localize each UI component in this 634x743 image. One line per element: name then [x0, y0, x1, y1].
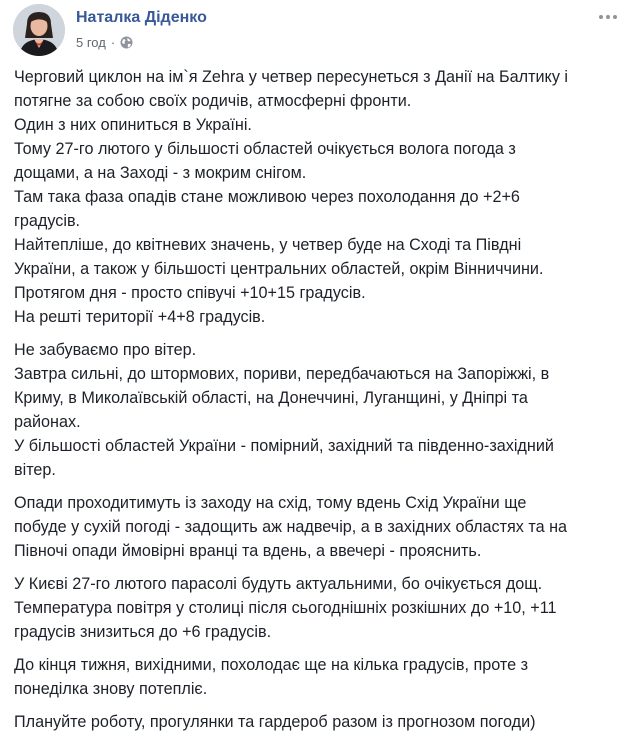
author-name-link[interactable]: Наталка Діденко	[76, 9, 207, 26]
post-text-line: Там така фаза опадів стане можливою через похолодання до +2+6	[14, 188, 520, 206]
post-text-line: градусів знизиться до +6 градусів.	[14, 623, 272, 641]
avatar-image	[13, 4, 65, 56]
post-paragraph	[14, 572, 614, 644]
post-text-line: Тому 27-го лютого у більшості областей очікується волога погода з	[14, 140, 516, 158]
post-text-line: У Києві 27-го лютого парасолі будуть актуальними, бо очікується дощ.	[14, 575, 543, 593]
post-paragraph	[14, 710, 614, 734]
post-text-line: понеділка знову потепліє.	[14, 680, 208, 698]
post-text-line: Найтепліше, до квітневих значень, у четвер буде на Сході та Півдні	[14, 236, 522, 254]
post-text-line: градусів.	[14, 212, 81, 230]
avatar[interactable]	[13, 4, 65, 56]
post-text-line: України, а також у більшості центральних областей, окрім Вінниччини.	[14, 260, 544, 278]
post-text-line: Протягом дня - просто співучі +10+15 градусів.	[14, 284, 366, 302]
meta-separator: ·	[110, 35, 116, 50]
post-text-line: потягне за собою своїх родичів, атмосферні фронти.	[14, 92, 412, 110]
post-paragraph	[14, 491, 614, 563]
post-text-line: Один з них опиниться в Україні.	[14, 116, 252, 134]
post-text	[14, 65, 614, 743]
post-text-line: Опади проходитимуть із заходу на схід, тому вдень Схід України ще	[14, 494, 527, 512]
post-paragraph	[14, 338, 614, 482]
post-text-line: На решті території +4+8 градусів.	[14, 308, 266, 326]
post-text-line: Температура повітря у столиці після сьогоднішніх розкішних до +10, +11	[14, 599, 557, 617]
globe-icon[interactable]	[120, 36, 133, 49]
post-text-line: районах.	[14, 413, 81, 431]
post-timestamp[interactable]: 5 год	[76, 35, 106, 50]
post-meta	[76, 35, 133, 50]
more-dot-icon	[606, 15, 610, 19]
more-dot-icon	[599, 15, 603, 19]
more-options-icon[interactable]	[596, 10, 620, 24]
post-text-line: побуде у сухій погоді - задощить аж надвечір, а в західних областях та на	[14, 518, 568, 536]
post-text-line: Завтра сильні, до штормових, пориви, передбачаються на Запоріжжі, в	[14, 365, 550, 383]
post-text-line: вітер.	[14, 461, 56, 479]
more-dot-icon	[613, 15, 617, 19]
post-text-line: Криму, в Миколаївській області, на Донеччині, Луганщині, у Дніпрі та	[14, 389, 528, 407]
post-text-line: Не забуваємо про вітер.	[14, 341, 197, 359]
post-text-line: Черговий циклон на ім`я Zehra у четвер пересунеться з Данії на Балтику і	[14, 68, 569, 86]
post-text-line: У більшості областей України - помірний, західний та південно-західний	[14, 437, 554, 455]
post-paragraph	[14, 653, 614, 701]
post-text-line: Плануйте роботу, прогулянки та гардероб разом із прогнозом погоди)	[14, 713, 536, 731]
post-paragraph	[14, 65, 614, 329]
post-text-line: До кінця тижня, вихідними, похолодає ще на кілька градусів, проте з	[14, 656, 529, 674]
post-text-line: Півночі опади ймовірні вранці та вдень, а ввечері - прояснить.	[14, 542, 482, 560]
post-text-line: дощами, а на Заході - з мокрим снігом.	[14, 164, 307, 182]
post-header	[13, 4, 620, 60]
